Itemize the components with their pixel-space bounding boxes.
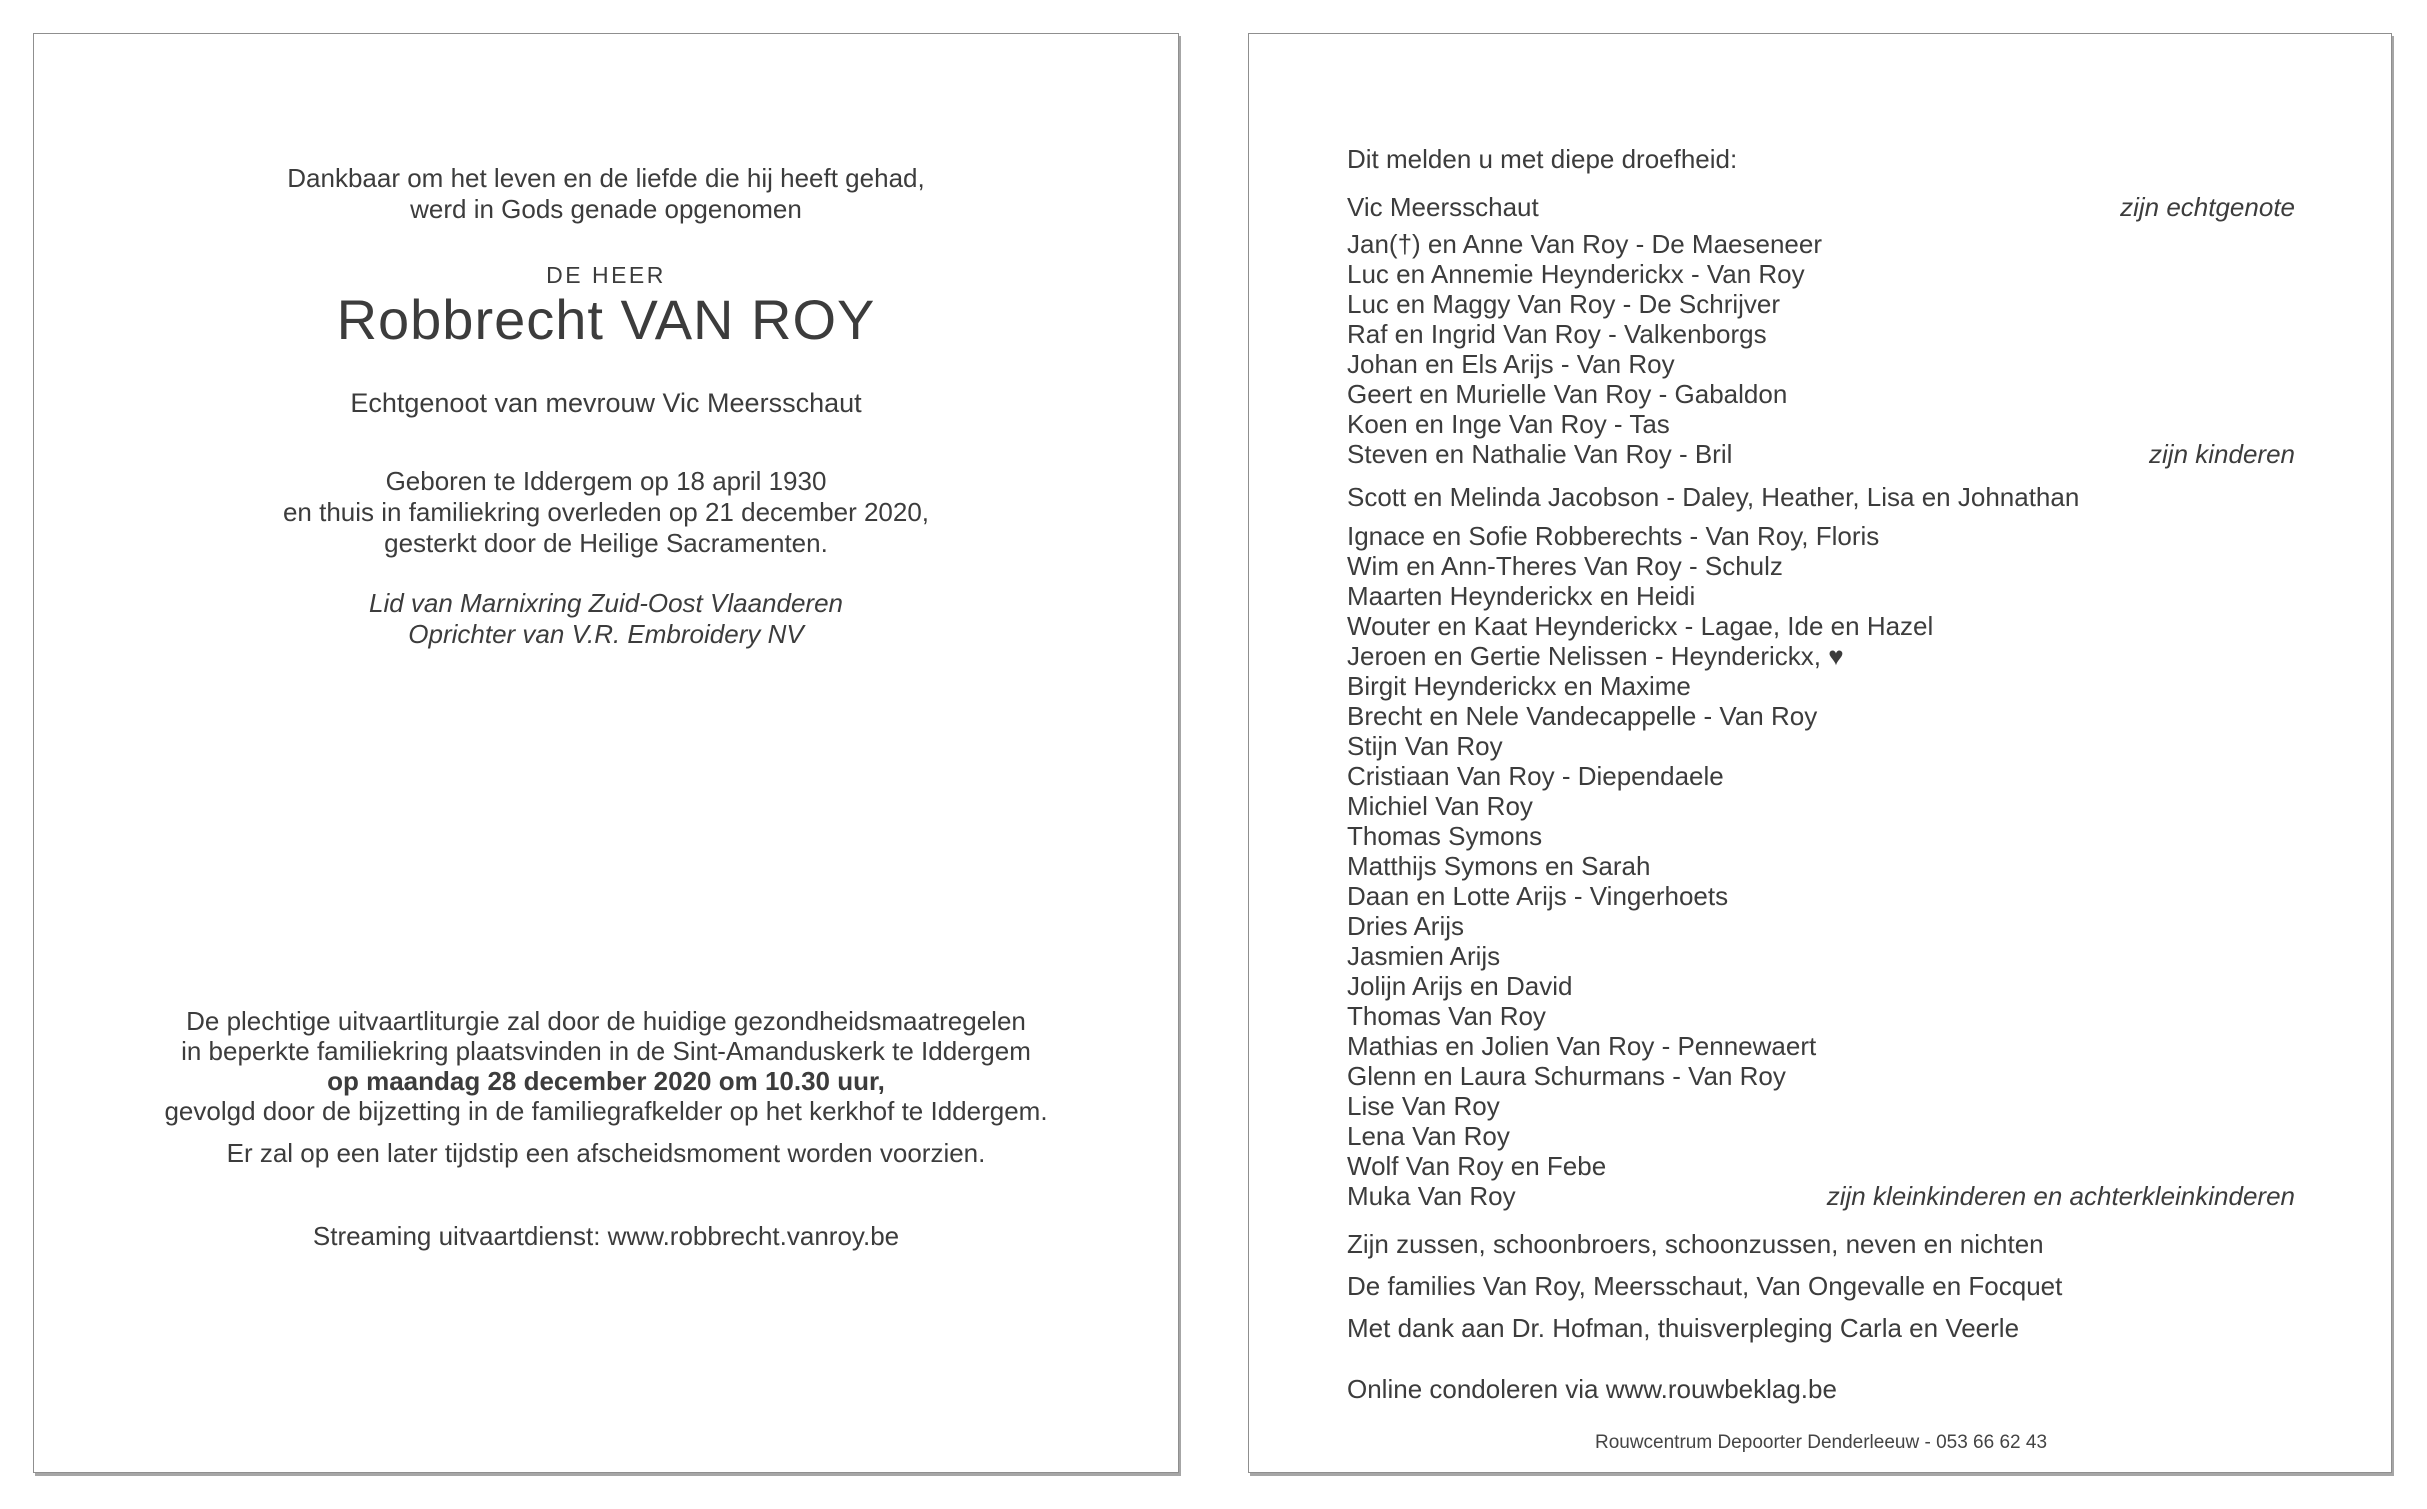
children-list	[1347, 229, 2295, 469]
name-line: Jan(†) en Anne Van Roy - De Maeseneer	[1347, 229, 1823, 259]
life-dates	[74, 466, 1138, 559]
opening-verse	[74, 163, 1138, 225]
name-line: Jeroen en Gertie Nelissen - Heynderickx, ♥	[1347, 641, 1844, 671]
streaming-note: Streaming uitvaartdienst: www.robbrecht.vanroy.be	[312, 1221, 900, 1251]
name-line: Cristiaan Van Roy - Diependaele	[1347, 761, 1724, 791]
name-line: Steven en Nathalie Van Roy - Bril	[1347, 439, 1733, 469]
name-line: Ignace en Sofie Robberechts - Van Roy, Floris	[1347, 521, 1880, 551]
name-line: Koen en Inge Van Roy - Tas	[1347, 409, 1670, 439]
name-line: Johan en Els Arijs - Van Roy	[1347, 349, 1675, 379]
name-line: Jolijn Arijs en David	[1347, 971, 1573, 1001]
opening-verse-line2: werd in Gods genade opgenomen	[410, 194, 802, 224]
name-line: Lena Van Roy	[1347, 1121, 1510, 1151]
relatives-line: Zijn zussen, schoonbroers, schoonzussen, neven en nichten	[1347, 1229, 2044, 1259]
name-line: Matthijs Symons en Sarah	[1347, 851, 1651, 881]
name-line: Wouter en Kaat Heynderickx - Lagae, Ide en Hazel	[1347, 611, 1934, 641]
spouse-name: Vic Meersschaut	[1347, 192, 1539, 222]
death-line: en thuis in familiekring overleden op 21 december 2020,	[282, 497, 930, 527]
name-line: Michiel Van Roy	[1347, 791, 1533, 821]
memberships	[74, 588, 1138, 650]
spouse-relation-label: zijn echtgenote	[2120, 192, 2295, 222]
name-line: Lise Van Roy	[1347, 1091, 1500, 1121]
name-line: Geert en Murielle Van Roy - Gabaldon	[1347, 379, 1788, 409]
farewell-note: Er zal op een later tijdstip een afscheidsmoment worden voorzien.	[226, 1138, 986, 1168]
membership-line2: Oprichter van V.R. Embroidery NV	[408, 619, 804, 649]
funeral-card-left-page	[33, 33, 1179, 1473]
spouse-subtitle: Echtgenoot van mevrouw Vic Meersschaut	[350, 388, 862, 418]
jacobson-line: Scott en Melinda Jacobson - Daley, Heather, Lisa en Johnathan	[1347, 482, 2080, 512]
sacraments-line: gesterkt door de Heilige Sacramenten.	[384, 528, 828, 558]
service-announcement	[74, 1006, 1138, 1126]
name-line: Raf en Ingrid Van Roy - Valkenborgs	[1347, 319, 1767, 349]
birth-line: Geboren te Iddergem op 18 april 1930	[385, 466, 827, 496]
membership-line1: Lid van Marnixring Zuid-Oost Vlaanderen	[368, 588, 844, 618]
name-line: Luc en Maggy Van Roy - De Schrijver	[1347, 289, 1781, 319]
name-line: Wolf Van Roy en Febe	[1347, 1151, 1607, 1181]
name-line: Thomas Symons	[1347, 821, 1543, 851]
deceased-name: Robbrecht VAN ROY	[336, 288, 876, 351]
name-line: Mathias en Jolien Van Roy - Pennewaert	[1347, 1031, 1817, 1061]
name-line: Jasmien Arijs	[1347, 941, 1501, 971]
name-line: Dries Arijs	[1347, 911, 1465, 941]
name-line: Brecht en Nele Vandecappelle - Van Roy	[1347, 701, 1818, 731]
thanks-line: Met dank aan Dr. Hofman, thuisverpleging Carla en Veerle	[1347, 1313, 2020, 1343]
service-line1: De plechtige uitvaartliturgie zal door de huidige gezondheidsmaatregelen	[186, 1006, 1026, 1036]
service-line2: in beperkte familiekring plaatsvinden in de Sint-Amanduskerk te Iddergem	[181, 1036, 1031, 1066]
name-line: Glenn en Laura Schurmans - Van Roy	[1347, 1061, 1786, 1091]
grandchildren-relation-label: zijn kleinkinderen en achterkleinkinderen	[1826, 1181, 2295, 1211]
name-line: Birgit Heynderickx en Maxime	[1347, 671, 1691, 701]
service-line4: gevolgd door de bijzetting in de familiegrafkelder op het kerkhof te Iddergem.	[164, 1096, 1048, 1126]
grandchildren-list	[1347, 521, 2295, 1211]
name-line: Wim en Ann-Theres Van Roy - Schulz	[1347, 551, 1783, 581]
announcement-line: Dit melden u met diepe droefheid:	[1347, 144, 1738, 174]
funeral-card-right-page	[1248, 33, 2392, 1473]
children-relation-label: zijn kinderen	[2149, 439, 2295, 469]
condolence-line: Online condoleren via www.rouwbeklag.be	[1347, 1374, 1837, 1404]
spouse-row	[1347, 192, 2295, 222]
name-line: Luc en Annemie Heynderickx - Van Roy	[1347, 259, 1805, 289]
name-line: Stijn Van Roy	[1347, 731, 1503, 761]
name-line: Maarten Heynderickx en Heidi	[1347, 581, 1696, 611]
title-prefix: DE HEER	[546, 262, 666, 288]
opening-verse-line1: Dankbaar om het leven en de liefde die hij heeft gehad,	[287, 163, 925, 193]
name-line: Daan en Lotte Arijs - Vingerhoets	[1347, 881, 1729, 911]
families-line: De families Van Roy, Meersschaut, Van Ongevalle en Focquet	[1347, 1271, 2063, 1301]
name-line: Thomas Van Roy	[1347, 1001, 1546, 1031]
funeral-home-footer: Rouwcentrum Depoorter Denderleeuw - 053 66 62 43	[1594, 1432, 2048, 1453]
service-date-line: op maandag 28 december 2020 om 10.30 uur,	[327, 1066, 885, 1096]
name-line: Muka Van Roy	[1347, 1181, 1516, 1211]
